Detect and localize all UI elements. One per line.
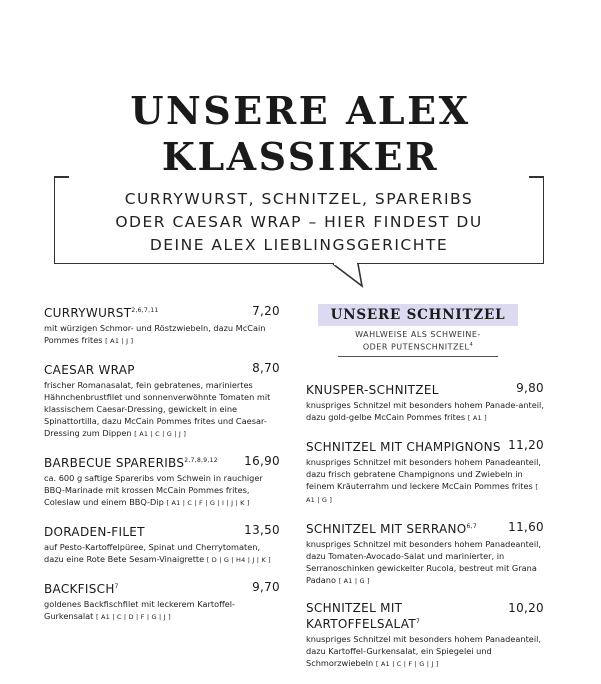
item-allergens: [ A1 | C | G | J ] [134, 430, 187, 438]
subline-line-3: DEINE ALEX LIEBLINGSGERICHTE [149, 236, 449, 254]
item-description: mit würzigen Schmor- und Röstzwiebeln, dazu McCain Pommes frites [44, 323, 266, 345]
note-line-1: WAHLWEISE ALS SCHWEINE- [355, 330, 481, 339]
item-price: 10,20 [508, 600, 544, 615]
item-name: CAESAR WRAP [44, 363, 135, 377]
menu-item [306, 601, 544, 670]
menu-column-left [44, 304, 280, 637]
item-name: SCHNITZEL MIT KARTOFFELSALAT [306, 600, 416, 631]
item-description: knuspriges Schnitzel mit besonders hohem Panadeanteil, dazu Kartoffel-Gurkensalat, ein Spiegelei und Schmorzwiebeln [306, 633, 541, 668]
item-price: 13,50 [244, 523, 280, 537]
item-price: 7,20 [252, 304, 280, 318]
item-footnote: 6,7 [466, 522, 477, 530]
headline-line-1: UNSERE ALEX [130, 88, 471, 133]
item-allergens: [ A1 | G ] [306, 482, 539, 504]
menu-column-right [306, 304, 544, 684]
item-price: 11,60 [508, 519, 544, 534]
menu-item [44, 361, 280, 440]
item-allergens: [ A1 | C | F | G | J ] [375, 659, 439, 668]
menu-item [306, 520, 544, 587]
subline-line-1: CURRYWURST, SCHNITZEL, SPARERIBS [124, 190, 474, 208]
item-allergens: [ A1 | C | D | F | G | J ] [95, 613, 171, 621]
schnitzel-section-title: UNSERE SCHNITZEL [318, 304, 518, 326]
item-description: knuspriges Schnitzel mit besonders hohem Panade-anteil, dazu gold-gelbe McCain Pommes frites [306, 399, 544, 422]
item-allergens: [ A1 | C | F | G | I | J | K ] [166, 499, 250, 507]
page-headline [0, 88, 601, 180]
menu-item [306, 438, 544, 506]
item-name: KNUSPER-SCHNITZEL [306, 382, 439, 397]
item-footnote: 2,6,7,11 [131, 307, 159, 314]
subline-line-2: ODER CAESAR WRAP – HIER FINDEST DU [115, 213, 483, 231]
item-footnote: 2,7,8,9,12 [184, 457, 218, 464]
item-name: CURRYWURST [44, 306, 132, 320]
item-price: 9,80 [516, 380, 544, 395]
item-name: BARBECUE SPARERIBS [44, 456, 185, 470]
menu-item [44, 580, 280, 623]
item-footnote: 7 [416, 617, 421, 625]
item-allergens: [ D | G | H4 | J | K ] [206, 556, 271, 564]
item-allergens: [ A1 ] [467, 413, 487, 422]
item-description: auf Pesto-Kartoffelpüree, Spinat und Cherrytomaten, dazu eine Rote Bete Sesam-Vinaigrette [44, 542, 261, 564]
item-price: 16,90 [244, 454, 280, 468]
menu-item [306, 381, 544, 424]
item-name: SCHNITZEL MIT CHAMPIGNONS [306, 439, 501, 454]
item-description: frischer Romanasalat, fein gebratenes, mariniertes Hähnchenbrustfilet und sonnenverwöhnte Tomaten mit klassischem Caesar-Dressing, gewickelt in eine Spinattortilla, dazu McCain Pommes frites und Caesar-Dressing zum Dippen [44, 380, 271, 438]
menu-item [44, 304, 280, 347]
schnitzel-section-header [318, 304, 518, 357]
menu-item [44, 523, 280, 566]
item-description: knuspriges Schnitzel mit besonders hohem Panadeanteil, dazu frisch gebratene Champignons und Zwiebeln in feinem Kräuterrahm und leckere McCain Pommes frites [306, 456, 541, 491]
schnitzel-section-note [338, 330, 498, 357]
item-name: DORADEN-FILET [44, 525, 145, 539]
menu-item [44, 454, 280, 509]
subline [54, 188, 544, 257]
item-footnote: 7 [114, 583, 119, 590]
item-description: knuspriges Schnitzel mit besonders hohem Panadeanteil, dazu Tomaten-Avocado-Salat und marinierter, in Serranoschinken gewickelter Rucola, bestreut mit Grana Padano [306, 538, 541, 585]
item-name: SCHNITZEL MIT SERRANO [306, 521, 467, 536]
item-price: 8,70 [252, 361, 280, 375]
item-allergens: [ A1 | G ] [338, 576, 370, 585]
note-footnote: 4 [469, 342, 474, 348]
item-allergens: [ A1 | J ] [105, 337, 134, 345]
item-price: 11,20 [508, 437, 544, 452]
item-description: goldenes Backfischfilet mit leckerem Kartoffel-Gurkensalat [44, 599, 235, 621]
item-name: BACKFISCH [44, 582, 115, 596]
item-description: ca. 600 g saftige Spareribs vom Schwein in rauchiger BBQ-Marinade mit krossen McCain Pommes frites, Coleslaw und einem BBQ-Dip [44, 473, 263, 507]
note-line-2: ODER PUTENSCHNITZEL [362, 342, 470, 352]
item-price: 9,70 [252, 580, 280, 594]
headline-line-2: KLASSIKER [161, 134, 440, 179]
